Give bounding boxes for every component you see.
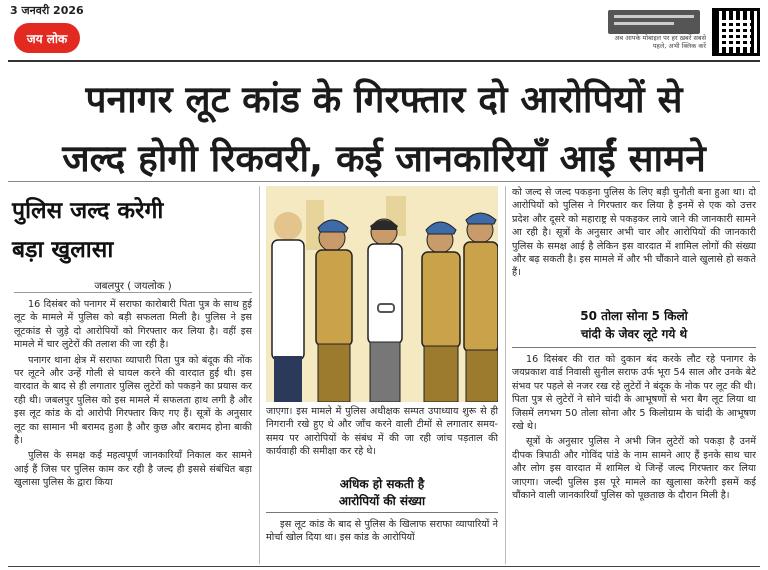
paragraph: को जल्द से जल्द पकड़ना पुलिस के लिए बड़ी चुनौती बना हुआ था। दो आरोपियों को पुलिस ने गिरफ्तार कर लिया है इनमें से एक को उत्तर प्रदेश और दूसरे को महाराष्ट्र से पकड़कर लाये जाने की जानकारी सामने आ रही है। सूत्रों के अनुसार अभी चार और आरोपियों की जानकारी पुलिस के समक्ष आई है लेकिन इस वारदात में शामिल लोगों की संख्या और बढ़ सकती है। इस मामले में और भी चौंकाने वाले खुलासे हो सकते हैं। [512, 187, 756, 279]
dateline-divider [14, 292, 252, 293]
paragraph: जाएगा। इस मामले में पुलिस अधीक्षक सम्पत उपाध्याय शुरू से ही निगरानी रखे हुए थे और जाँच करने वाली टीमों से लगातार समय-समय पर आरोपियों के संबंध में की जा रही जांच पड़ताल की कार्यवाही की समीक्षा कर रहे थे। [266, 406, 498, 458]
edition-date: 3 जनवरी 2026 [10, 4, 84, 17]
section-heading-gold-silver-line-1: 50 तोला सोना 5 किलो [580, 309, 688, 323]
newspaper-logo[interactable] [14, 23, 80, 53]
arrest-illustration [266, 186, 498, 402]
paragraph: सूत्रों के अनुसार पुलिस ने अभी जिन लुटेरों को पकड़ा है उनमें दीपक त्रिपाठी और गोविंद पांडे के नाम सामने आए हैं इनके साथ चार और लोग इस वारदात में शामिल थे जिन्हें जल्द गिरफ्तार कर लिया जाएगा। जल्दी पुलिस इस पूरे मामले का खुलासा करेगी इसमें कई चौंकाने वाली जानकारियाँ पुलिस को पूछताछ के दौरान मिली है। [512, 436, 756, 502]
section-divider [266, 512, 498, 513]
article-column-2 [266, 405, 498, 485]
headline-line-1: पनागर लूट कांड के गिरफ्तार दो आरोपियों से [85, 78, 683, 121]
masthead [0, 0, 768, 60]
subheadline-line-1: पुलिस जल्द करेगी [12, 198, 164, 224]
section-heading-accused-count-line-1: अधिक हो सकती है [339, 477, 425, 491]
section-heading-accused-count-line-2: आरोपियों की संख्या [338, 494, 426, 508]
column-divider [259, 186, 260, 564]
qr-code-icon[interactable] [712, 8, 760, 56]
headline-line-2: जल्द होगी रिकवरी, कई जानकारियाँ आईं सामने [62, 137, 706, 180]
masthead-divider [8, 60, 760, 62]
article-column-3-continued [512, 353, 756, 561]
app-promo-badge[interactable] [608, 10, 700, 34]
article-column-1 [14, 298, 252, 560]
column-divider [505, 186, 506, 564]
paragraph: पुलिस के समक्ष कई महत्वपूर्ण जानकारियाँ निकाल कर सामने आई हैं जिस पर पुलिस काम कर रही है जल्द ही इससे संबंधित बड़ा खुलासा पुलिस के द्वारा किया [14, 450, 252, 489]
section-heading-gold-silver-line-2: चांदी के जेवर लूटे गये थे [580, 327, 688, 341]
paragraph: 16 दिसंबर को पनागर में सराफा कारोबारी पिता पुत्र के साथ हुई लूट के मामले में पुलिस को बड़ी सफलता मिली है। पुलिस ने इस लूटकांड से जुड़े दो आरोपियों को गिरफ्तार कर लिया है। वहीं इस मामले में चार लुटेरों की तलाश की जा रही है। [14, 299, 252, 351]
section-divider [512, 347, 756, 348]
paragraph: इस लूट कांड के बाद से पुलिस के खिलाफ सराफा व्यापारियों ने मोर्चा खोल दिया था। इस कांड के आरोपियों [266, 519, 498, 544]
paragraph: 16 दिसंबर की रात को दुकान बंद करके लौट रहे पनागर के जयप्रकाश वार्ड निवासी सुनील सराफ उर्फ भूरा 54 साल और उनके बेटे संभव पर पहले से नजर रख रहे लुटेरों ने बंदूक के नोक पर लूट की थी। पिता पुत्र से लुटेरों ने सोने चांदी के आभूषणों से भरा बैग लूट लिया था जिसमें लगभग 50 तोला सोना और 5 किलोग्राम के चांदी के आभूषण रखे थे। [512, 354, 756, 433]
subheadline-line-2: बड़ा खुलासा [12, 237, 114, 263]
paragraph: पनागर थाना क्षेत्र में सराफा व्यापारी पिता पुत्र को बंदूक की नोंक पर लूटने और उन्हें गोली से घायल करने की वारदात हुई थी। इस वारदात के बाद से ही लगातार पुलिस लुटेरों को पकड़ने का प्रयास कर रही थी। जबलपुर पुलिस को इस मामले में सफलता हाथ लगी है और इस लूट कांड के दो आरोपी गिरफ्तार किए गए हैं। सूत्रों के अनुसार लूट का सामान भी बरामद हुआ है और कुछ और बरामद होना बाकी है। [14, 354, 252, 447]
dateline: जबलपुर ( जयलोक ) [94, 281, 172, 292]
article-column-3 [512, 186, 756, 304]
police-arrest-illustration-icon [266, 186, 498, 402]
app-promo-text: अब आपके मोबाइल पर हर ख़बरें सबसे पहले, अभी क्लिक करें [614, 34, 706, 50]
headline-divider [8, 181, 760, 182]
page-bottom-rule [8, 566, 760, 567]
article-column-2-continued [266, 518, 498, 562]
logo-text: जय लोक [26, 31, 68, 46]
